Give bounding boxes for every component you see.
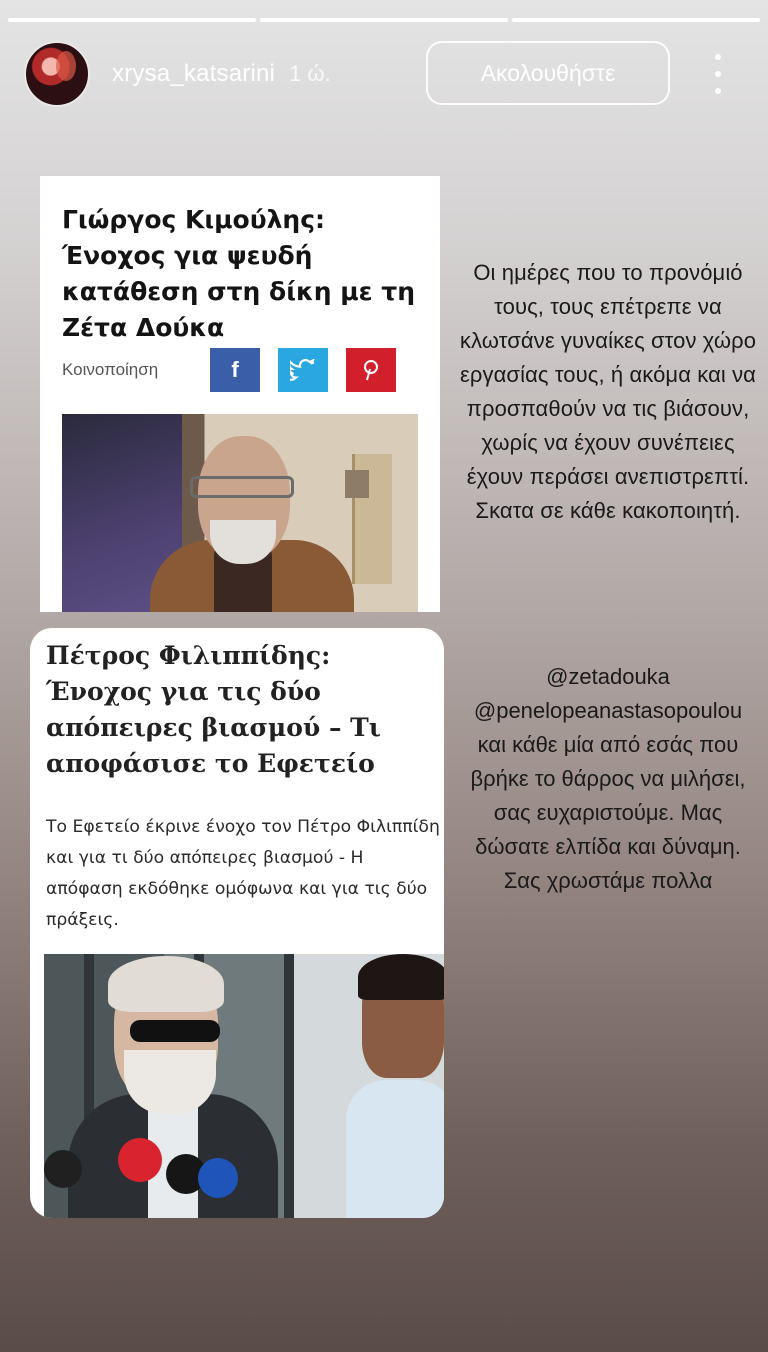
avatar[interactable] [24, 41, 90, 107]
more-vertical-icon[interactable] [710, 54, 726, 94]
progress-segment [260, 18, 508, 22]
mention-link[interactable]: @zetadouka [546, 664, 670, 689]
twitter-icon[interactable] [278, 348, 328, 392]
caption-paragraph: και κάθε μία από εσάς που βρήκε το θάρρος να μιλήσει, σας ευχαριστούμε. Μας δώσατε ελπίδα και δύναμη. Σας χρωστάμε πολλα [470, 732, 746, 893]
story-caption-mentions [458, 660, 758, 898]
username[interactable]: xrysa_katsarini [112, 60, 276, 87]
pinterest-icon[interactable] [346, 348, 396, 392]
article-title: Πέτρος Φιλιππίδης: Ένοχος για τις δύο απόπειρες βιασμού – Τι αποφάσισε το Εφετείο [46, 641, 381, 778]
progress-segment [8, 18, 256, 22]
follow-button[interactable]: Ακολουθήστε [426, 41, 670, 105]
story-caption [458, 256, 758, 528]
progress-segment [512, 18, 760, 22]
story-header [24, 40, 744, 108]
article-lead: Το Εφετείο έκρινε ένοχο τον Πέτρο Φιλιππίδη και για τι δύο απόπειρες βιασμού - Η απόφαση εκδόθηκε ομόφωνα και για τις δύο πράξεις. [46, 817, 440, 930]
mention-link[interactable]: @penelopeanastasopoulou [473, 698, 743, 723]
article-card-filippidis[interactable] [30, 628, 444, 1218]
article-title: Γιώργος Κιμούλης: Ένοχος για ψευδή κατάθεση στη δίκη με τη Ζέτα Δούκα [62, 205, 416, 342]
article-photo [44, 954, 444, 1218]
story-progress-bar [8, 18, 760, 22]
post-time: 1 ώ. [289, 61, 331, 86]
article-card-kimoulis[interactable] [40, 176, 440, 612]
caption-paragraph: Οι ημέρες που το προνόμιό τους, τους επέτρεπε να κλωτσάνε γυναίκες στον χώρο εργασίας τους, ή ακόμα και να προσπαθούν να τις βιάσουν, χωρίς να έχουν συνέπειες έχουν περάσει ανεπιστρεπτί. Σκατα σε κάθε κακοποιητή. [459, 260, 757, 523]
share-label: Κοινοποίηση [62, 360, 159, 379]
article-photo [62, 414, 418, 612]
facebook-icon[interactable]: f [210, 348, 260, 392]
share-row [62, 348, 422, 392]
